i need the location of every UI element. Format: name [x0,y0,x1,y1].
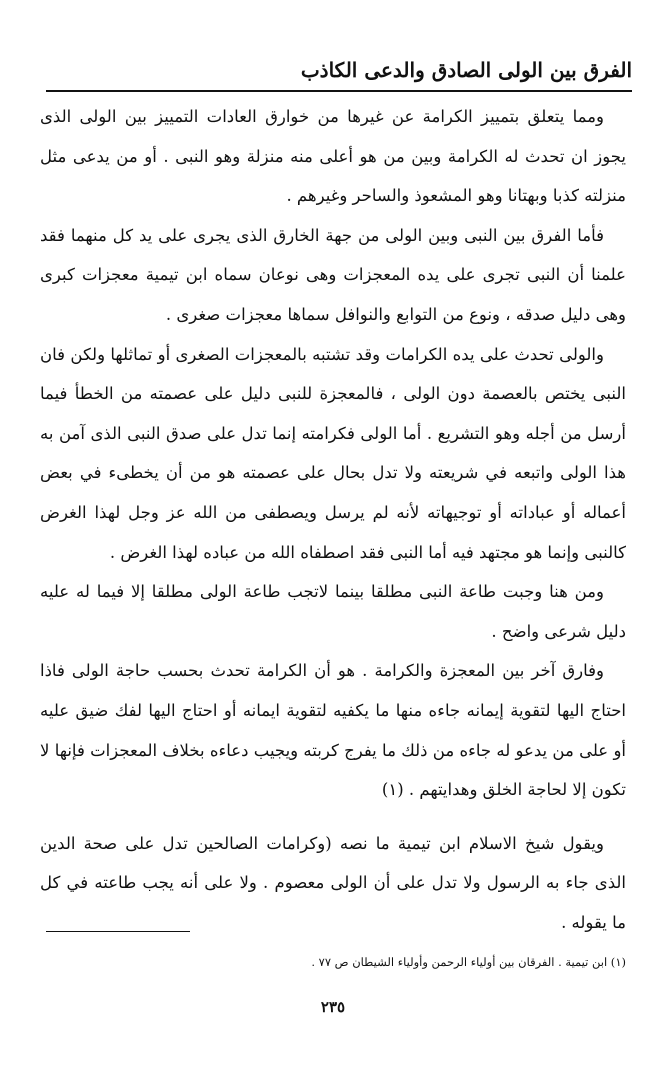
paragraph-1: ومما يتعلق بتمييز الكرامة عن غيرها من خوارق العادات التمييز بين الولى الذى يجوز ان تحدث له الكرامة وبين من هو أعلى منه منزلة وهو النبى . أو من يدعى مثل منزلته كذبا وبهتانا وهو المشعوذ والساحر وغيرهم . [40,107,626,206]
paragraph-4: ومن هنا وجبت طاعة النبى مطلقا بينما لاتجب طاعة الولى مطلقا إلا فيما له عليه دليل شرعى واضح . [40,582,626,641]
running-head-title: الفرق بين الولى الصادق والدعى الكاذب [300,58,632,82]
running-header [46,52,632,92]
body-text [40,97,626,942]
paragraph-5: وفارق آخر بين المعجزة والكرامة . هو أن الكرامة تحدث بحسب حاجة الولى فاذا احتاج اليها لتقوية إيمانه جاءه منها ما يكفيه لتقوية ايمانه أو احتاج اليها لفك ضيق عليه أو على من يدعو له جاءه من ذلك ما يفرج كربته ويجيب دعاءه بخلاف المعجزات فإنها لا تكون إلا لحاجة الخلق وهدايتهم . (١) [40,661,626,800]
paragraph-2: فأما الفرق بين النبى وبين الولى من جهة الخارق الذى يجرى على يد كل منهما فقد علمنا أن النبى تجرى على يده المعجزات وهى نوعان سماه ابن تيمية معجزات كبرى وهى دليل صدقه ، ونوع من التوابع والنوافل سماها معجزات صغرى . [40,225,626,324]
footnote-divider [46,931,190,932]
paragraph-6: ويقول شيخ الاسلام ابن تيمية ما نصه (وكرامات الصالحين تدل على صحة الدين الذى جاء به الرسول ولا تدل على أن الولى معصوم . ولا على أنه يجب طاعته في كل ما يقوله . [40,833,626,932]
paragraph-3: والولى تحدث على يده الكرامات وقد تشتبه بالمعجزات الصغرى أو تماثلها ولكن فان النبى يختص بالعصمة دون الولى ، فالمعجزة للنبى دليل على عصمته من الخطأ فيما أرسل من أجله وهو التشريع . أما الولى فكرامته إنما تدل على صدق النبى الذى آمن به هذا الولى واتبعه في شريعته ولا تدل بحال على عصمته هو من أن يخطىء في بعض أعماله أو عباداته أو توجيهاته لأنه لم يرسل ويصطفى من الله عز وجل لهذا الغرض كالنبى وإنما هو مجتهد فيه أما النبى فقد اصطفاه الله من عباده لهذا الغرض . [40,344,626,562]
page-number: ٢٣٥ [320,998,346,1016]
footnote: (١) ابن تيمية . الفرقان بين أولياء الرحمن وأولياء الشيطان ص ٧٧ . [311,955,626,969]
